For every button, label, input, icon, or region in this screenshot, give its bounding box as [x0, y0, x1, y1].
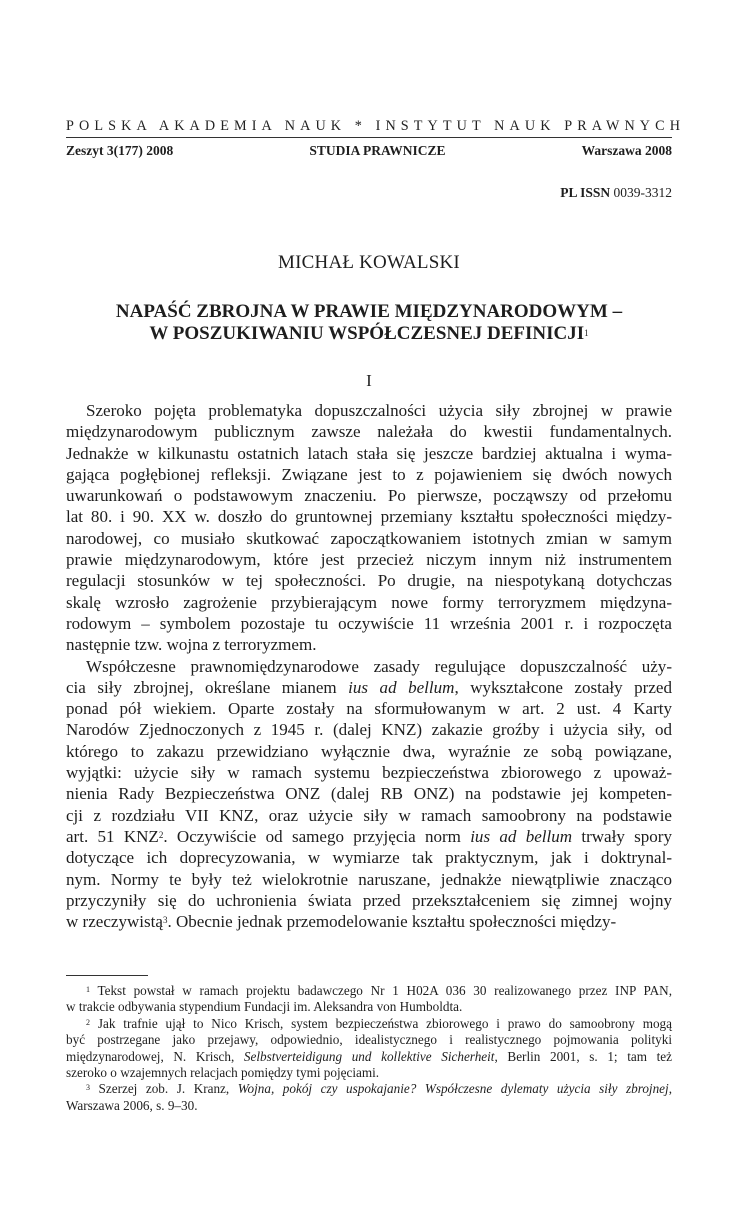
footnote-line: szeroko o wzajemnych relacjach pomiędzy tymi pojęciami.: [66, 1064, 380, 1080]
body-line: nym. Normy te były też wielokrotnie naruszane, jednakże niewątpliwie znacząco: [66, 869, 672, 889]
body-line: którego to zakazu przewidziano wyłącznie dwa, wyraźnie ze sobą powiązane,: [66, 741, 672, 761]
body-line: następnie tzw. wojna z terroryzmem.: [66, 635, 317, 655]
body-line: narodowej, co musiało skutkować zapoczątkowaniem istotnych zmian w samym: [66, 528, 672, 548]
italic-segment: Wojna, pokój czy uspokajanie? Współczesne dylematy użycia siły zbrojnej: [237, 1081, 669, 1097]
body-line: cji z rozdziału VII KNZ, oraz użycie siły w ramach samoobrony na podstawie: [66, 805, 672, 825]
text-segment: , Berlin 2001, s. 1; tam też: [494, 1048, 672, 1064]
footnote-ref[interactable]: 2: [158, 829, 164, 840]
text-segment: . Oczywiście od samego przyjęcia norm: [163, 826, 471, 846]
text-segment: trwały spory: [572, 826, 672, 846]
journal-name: STUDIA PRAWNICZE: [309, 143, 446, 158]
footnote-separator: [66, 975, 148, 976]
body-line: Narodów Zjednoczonych z 1945 r. (dalej KNZ) zakazie groźby i użycia siły, od: [66, 720, 672, 740]
body-line: [66, 911, 672, 932]
text-segment: cia siły zbrojnej, określane mianem: [66, 677, 349, 697]
body-line: nienia Rady Bezpieczeństwa ONZ (dalej RB ONZ) na podstawie jej kompeten-: [66, 784, 672, 804]
author-name: MICHAŁ KOWALSKI: [278, 252, 460, 273]
footnotes: [66, 983, 672, 1114]
footnote-line: Warszawa 2006, s. 9–30.: [66, 1097, 198, 1113]
italic-segment: ius ad bellum: [470, 826, 573, 846]
body-line: dotyczące ich doprecyzowania, w wymiarze tak praktycznym, jak i doktrynal-: [66, 848, 672, 868]
issue-number: Zeszyt 3(177) 2008: [66, 143, 174, 158]
issn-label: PL ISSN: [560, 185, 611, 200]
body-line: międzynarodowym publicznym zawsze należała do kwestii fundamentalnych.: [66, 422, 672, 442]
body-line: ponad pół wiekiem. Oparte zostały na sformułowanym w art. 2 ust. 4 Karty: [66, 699, 672, 719]
body-line: rodowym – symbolem pozostaje tu oczywiście 11 września 2001 r. i rozpoczęta: [66, 613, 672, 633]
body-line: Współczesne prawnomiędzynarodowe zasady regulujące dopuszczalność uży-: [86, 656, 672, 676]
footnote-line: być postrzegane jako przejawy, odpowiednio, idealistycznego i realistycznego pojmowania polityki: [66, 1032, 672, 1048]
text-segment: . Obecnie jednak przemodelowanie kształtu społeczności między-: [167, 912, 617, 932]
body-line: prawie międzynarodowym, które jest przecież niczym innym niż instrumentem: [66, 550, 672, 570]
body-line: [66, 826, 672, 847]
text-segment: art. 51 KNZ: [66, 826, 159, 846]
issue-info-row: [66, 143, 672, 159]
body-line: skalę wzrosło zagrożenie przybierającym nowe formy terroryzmem międzyna-: [66, 592, 672, 612]
footnote-line: w trakcie odbywania stypendium Fundacji im. Aleksandra von Humboldta.: [66, 999, 463, 1015]
article-title: [66, 301, 672, 345]
title-line-1: NAPAŚĆ ZBROJNA W PRAWIE MIĘDZYNARODOWYM –: [115, 301, 623, 322]
body-text: [66, 400, 672, 932]
section-heading: I: [366, 371, 372, 390]
text-segment: Tekst powstał w ramach projektu badawczego Nr 1 H02A 036 30 realizowanego przez INP PAN,: [90, 983, 672, 998]
body-line: wyjątki: użycie siły w ramach systemu bezpieczeństwa zbiorowego z upoważ-: [66, 763, 672, 783]
footnote-ref[interactable]: 3: [162, 915, 168, 926]
body-line: regulacji stosunków w tej społeczności. Po drugie, na niespotykaną dotychczas: [66, 571, 672, 591]
text-segment: Jak trafnie ujął to Nico Krisch, system bezpieczeństwa zbiorowego i prawo do samoobrony mogą: [90, 1015, 672, 1031]
issn: [560, 185, 672, 201]
text-segment: w rzeczywistą: [66, 912, 163, 932]
footnote-ref[interactable]: 3: [86, 1083, 90, 1093]
body-line: przyczyniły się do uchronienia świata przed przekształceniem się zimnej wojny: [66, 890, 672, 910]
issue-place-year: Warszawa 2008: [581, 143, 672, 158]
footnote-line: [66, 1081, 672, 1097]
body-line: uwarunkowań o podstawowym znaczeniu. Po pierwsze, począwszy od przełomu: [66, 486, 672, 506]
publisher-masthead: POLSKA AKADEMIA NAUK * INSTYTUT NAUK PRAWNYCH: [66, 118, 686, 134]
issn-number: 0039-3312: [613, 185, 672, 200]
italic-segment: ius ad bellum: [348, 677, 455, 697]
text-segment: Szerzej zob. J. Kranz,: [90, 1081, 238, 1097]
text-segment: ,: [668, 1081, 672, 1097]
body-line: lat 80. i 90. XX w. doszło do gruntownej przemiany kształtu społeczności między-: [66, 507, 672, 527]
footnote-ref[interactable]: 2: [86, 1017, 90, 1027]
footnote-line: [66, 1016, 672, 1032]
text-segment: międzynarodowej, N. Krisch,: [66, 1048, 244, 1064]
title-line-2-text: W POSZUKIWANIU WSPÓŁCZESNEJ DEFINICJI: [149, 323, 585, 344]
masthead-rule: [66, 137, 672, 138]
footnote-line: [66, 1049, 672, 1065]
body-line: Jednakże w kilkunastu ostatnich latach stała się jeszcze bardziej aktualna i wyma-: [66, 443, 672, 463]
text-segment: , wykształcone zostały przed: [454, 677, 672, 697]
italic-segment: Selbstverteidigung und kollektive Sicherheit: [243, 1048, 495, 1064]
title-line-2: [66, 323, 672, 345]
title-footnote-ref[interactable]: 1: [584, 328, 589, 338]
footnote-line: [66, 983, 672, 999]
body-line: [66, 677, 672, 698]
body-line: Szeroko pojęta problematyka dopuszczalności użycia siły zbrojnej w prawie: [86, 401, 672, 420]
body-line: gająca pogłębionej refleksji. Związane jest to z pojawieniem się dwóch nowych: [66, 464, 672, 484]
footnote-ref[interactable]: 1: [86, 985, 90, 994]
